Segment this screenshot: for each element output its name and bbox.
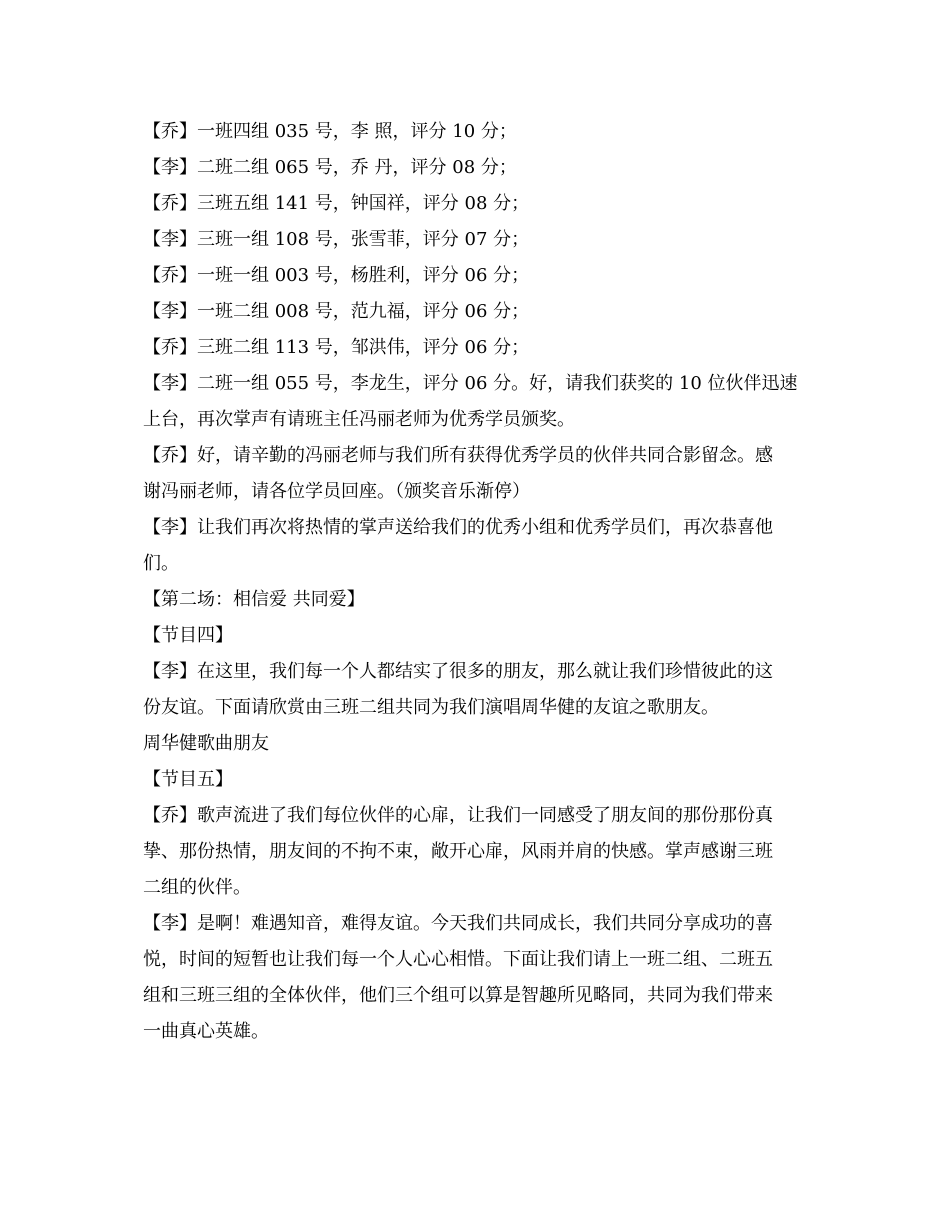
text-line: 【乔】好，请辛勤的冯丽老师与我们所有获得优秀学员的伙伴共同合影留念。感 xyxy=(143,445,773,466)
text-line: 谢冯丽老师，请各位学员回座。（颁奖音乐渐停） xyxy=(143,481,530,502)
text-line: 们。 xyxy=(143,553,179,574)
text-line: 【李】在这里，我们每一个人都结实了很多的朋友，那么就让我们珍惜彼此的这 xyxy=(143,661,773,682)
award-line-5: 【乔】一班一组 003 号，杨胜利，评分 06 分； xyxy=(143,265,530,286)
text-line: 【李】让我们再次将热情的掌声送给我们的优秀小组和优秀学员们，再次恭喜他 xyxy=(143,517,773,538)
text-line: 份友谊。下面请欣赏由三班二组共同为我们演唱周华健的友谊之歌朋友。 xyxy=(143,697,719,718)
award-line-8: 【李】二班一组 055 号，李龙生，评分 06 分。好，请我们获奖的 10 位伙伴迅速 xyxy=(143,373,798,394)
text-line: 【乔】歌声流进了我们每位伙伴的心扉，让我们一同感受了朋友间的那份那份真 xyxy=(143,805,773,826)
section-heading: 【第二场：相信爱 共同爱】 xyxy=(143,589,365,610)
award-line-3: 【乔】三班五组 141 号，钟国祥，评分 08 分； xyxy=(143,193,530,214)
text-line: 悦，时间的短暂也让我们每一个人心心相惜。下面让我们请上一班二组、二班五 xyxy=(143,949,773,970)
program-heading-4: 【节目四】 xyxy=(143,625,233,646)
award-line-4: 【李】三班一组 108 号，张雪菲，评分 07 分； xyxy=(143,229,530,250)
song-title: 周华健歌曲朋友 xyxy=(143,733,269,754)
award-line-2: 【李】二班二组 065 号，乔 丹，评分 08 分； xyxy=(143,157,517,178)
text-line: 组和三班三组的全体伙伴，他们三个组可以算是智趣所见略同，共同为我们带来 xyxy=(143,985,773,1006)
text-line: 上台，再次掌声有请班主任冯丽老师为优秀学员颁奖。 xyxy=(143,409,575,430)
award-line-1: 【乔】一班四组 035 号，李 照，评分 10 分； xyxy=(143,121,517,142)
award-line-7: 【乔】三班二组 113 号，邹洪伟，评分 06 分； xyxy=(143,337,530,358)
text-line: 二组的伙伴。 xyxy=(143,877,251,898)
text-line: 挚、那份热情，朋友间的不拘不束，敞开心扉，风雨并肩的快感。掌声感谢三班 xyxy=(143,841,773,862)
text-line: 一曲真心英雄。 xyxy=(143,1021,269,1042)
document-body xyxy=(143,114,803,1050)
text-line: 【李】是啊！难遇知音，难得友谊。今天我们共同成长，我们共同分享成功的喜 xyxy=(143,913,773,934)
program-heading-5: 【节目五】 xyxy=(143,769,233,790)
award-line-6: 【李】一班二组 008 号，范九福，评分 06 分； xyxy=(143,301,530,322)
